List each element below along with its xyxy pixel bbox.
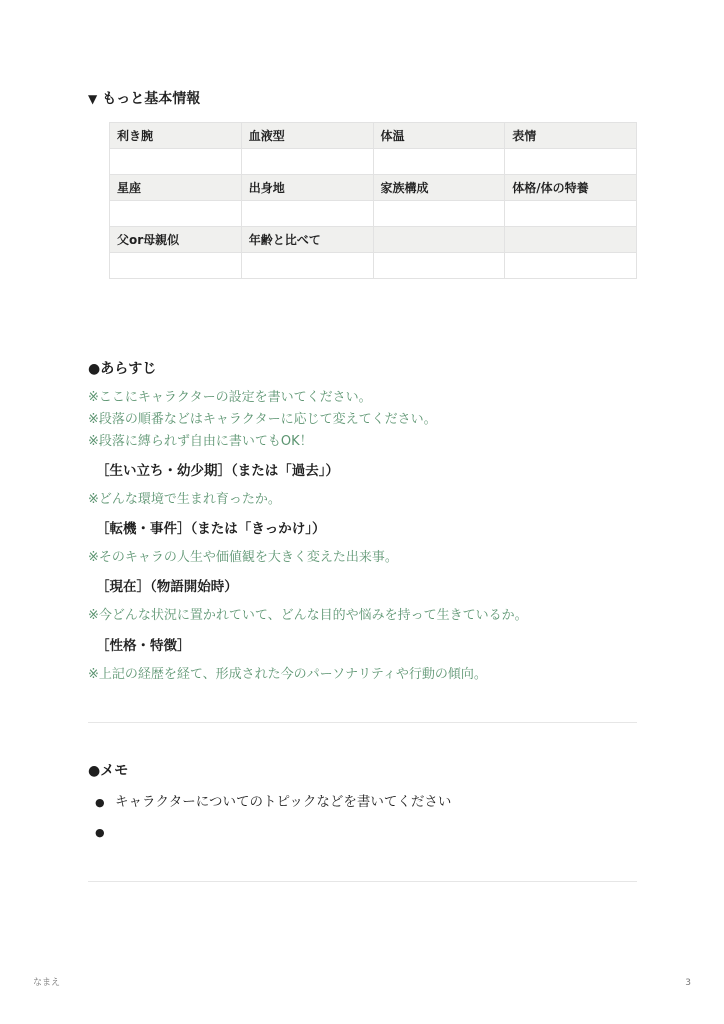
table-cell[interactable] bbox=[241, 201, 373, 227]
divider bbox=[88, 881, 637, 882]
table-cell[interactable] bbox=[505, 253, 637, 279]
table-cell[interactable]: 年齢と比べて bbox=[241, 227, 373, 253]
bullet-icon: ● bbox=[95, 796, 105, 809]
table-cell[interactable] bbox=[505, 149, 637, 175]
table-row bbox=[110, 123, 637, 149]
table-cell[interactable]: 星座 bbox=[110, 175, 242, 201]
table-cell[interactable] bbox=[110, 149, 242, 175]
list-item-text: キャラクターについてのトピックなどを書いてください bbox=[115, 794, 452, 810]
page-number: 3 bbox=[685, 978, 691, 988]
table-row bbox=[110, 253, 637, 279]
table-cell[interactable]: 利き腕 bbox=[110, 123, 242, 149]
list-item[interactable] bbox=[95, 792, 451, 813]
synopsis-note: ※段落に縛られず自由に書いてもOK！ bbox=[88, 434, 313, 449]
toggle-heading[interactable] bbox=[88, 89, 200, 109]
section-note-personality: ※上記の経歴を経て、形成された今のパーソナリティや行動の傾向。 bbox=[88, 667, 487, 682]
table-cell[interactable] bbox=[505, 201, 637, 227]
table-cell[interactable]: 出身地 bbox=[241, 175, 373, 201]
table-cell[interactable] bbox=[110, 253, 242, 279]
table-cell[interactable]: 家族構成 bbox=[373, 175, 505, 201]
table-cell[interactable] bbox=[373, 227, 505, 253]
divider bbox=[88, 722, 637, 723]
section-heading-turning-point: ［転機・事件］（または「きっかけ」） bbox=[96, 521, 326, 537]
memo-title: ●メモ bbox=[88, 763, 129, 779]
table-cell[interactable] bbox=[373, 253, 505, 279]
list-item[interactable] bbox=[95, 822, 115, 843]
info-table bbox=[109, 122, 637, 279]
table-cell[interactable] bbox=[373, 201, 505, 227]
table-cell[interactable] bbox=[110, 201, 242, 227]
table-cell[interactable] bbox=[241, 149, 373, 175]
table-cell[interactable] bbox=[373, 149, 505, 175]
synopsis-title: ●あらすじ bbox=[88, 361, 157, 377]
triangle-down-icon[interactable]: ▼ bbox=[88, 92, 98, 106]
table-cell[interactable]: 血液型 bbox=[241, 123, 373, 149]
section-heading-personality: ［性格・特徴］ bbox=[96, 638, 191, 654]
synopsis-note: ※ここにキャラクターの設定を書いてください。 bbox=[88, 390, 372, 405]
toggle-heading-label: もっと基本情報 bbox=[102, 91, 201, 107]
table-row bbox=[110, 149, 637, 175]
synopsis-note: ※段落の順番などはキャラクターに応じて変えてください。 bbox=[88, 412, 437, 427]
table-cell[interactable]: 体格/体の特養 bbox=[505, 175, 637, 201]
table-cell[interactable]: 体温 bbox=[373, 123, 505, 149]
table-cell[interactable]: 父or母親似 bbox=[110, 227, 242, 253]
table-row bbox=[110, 227, 637, 253]
section-heading-present: ［現在］（物語開始時） bbox=[96, 579, 238, 595]
table-cell[interactable] bbox=[505, 227, 637, 253]
section-note-present: ※今どんな状況に置かれていて、どんな目的や悩みを持って生きているか。 bbox=[88, 608, 528, 623]
section-note-turning-point: ※そのキャラの人生や価値観を大きく変えた出来事。 bbox=[88, 550, 398, 565]
bullet-icon: ● bbox=[95, 826, 105, 839]
footer-name: なまえ bbox=[33, 978, 61, 988]
table-cell[interactable]: 表情 bbox=[505, 123, 637, 149]
section-heading-past: ［生い立ち・幼少期］（または「過去」） bbox=[96, 463, 339, 479]
section-note-past: ※どんな環境で生まれ育ったか。 bbox=[88, 492, 281, 507]
table-row bbox=[110, 175, 637, 201]
table-row bbox=[110, 201, 637, 227]
table-cell[interactable] bbox=[241, 253, 373, 279]
